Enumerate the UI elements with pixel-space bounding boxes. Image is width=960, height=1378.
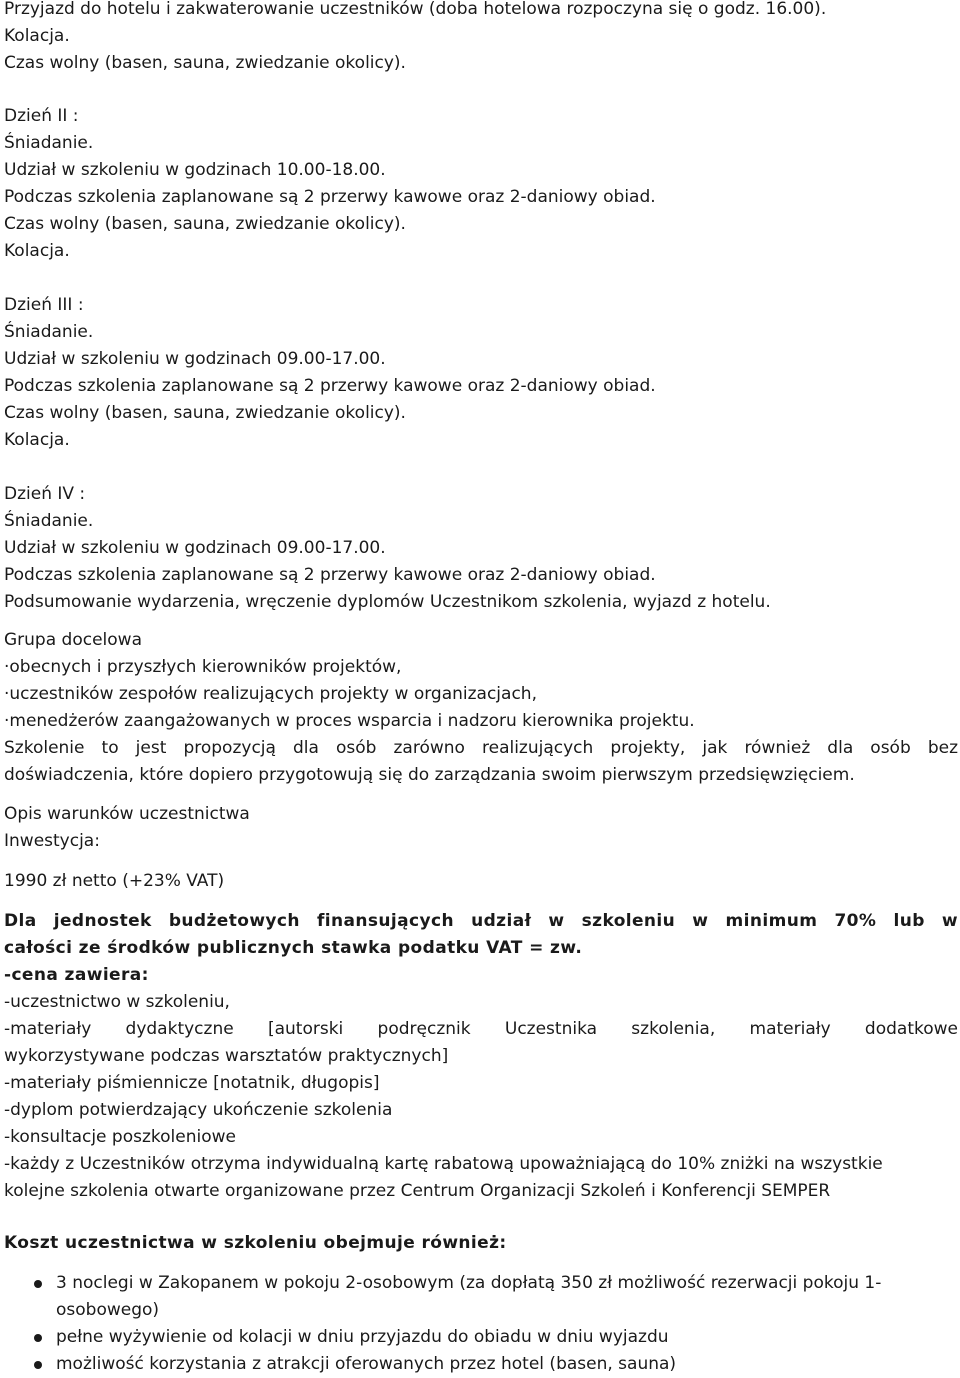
day3-heading: Dzień III : [4, 295, 84, 315]
list-item [0, 1324, 960, 1351]
includes-label: -cena zawiera: [4, 965, 149, 985]
cost-includes-heading: Koszt uczestnictwa w szkoleniu obejmuje również: [4, 1233, 507, 1253]
day4-breakfast: Śniadanie. [4, 511, 94, 531]
list-item-text: 3 noclegi w Zakopanem w pokoju 2-osobowym (za dopłatą 350 zł możliwość rezerwacji pokoju 1- [56, 1273, 882, 1293]
includes-diploma: -dyplom potwierdzający ukończenie szkolenia [4, 1100, 393, 1120]
includes-discount-continued: kolejne szkolenia otwarte organizowane przez Centrum Organizacji Szkoleń i Konferencji SEMPER [4, 1181, 831, 1201]
day2-breakfast: Śniadanie. [4, 133, 94, 153]
target-group-item: ·uczestników zespołów realizujących projekty w organizacjach, [4, 684, 537, 704]
vat-note: Dla jednostek budżetowych finansujących udział w szkoleniu w minimum 70% lub w [4, 911, 958, 931]
includes-participation: -uczestnictwo w szkoleniu, [4, 992, 230, 1012]
target-group-item: ·menedżerów zaangażowanych w proces wsparcia i nadzoru kierownika projektu. [4, 711, 695, 731]
day2-free-time: Czas wolny (basen, sauna, zwiedzanie okolicy). [4, 214, 406, 234]
target-group-description-continued: doświadczenia, które dopiero przygotowują się do zarządzania swoim pierwszym przedsięwzięciem. [4, 765, 855, 785]
includes-consultations: -konsultacje poszkoleniowe [4, 1127, 236, 1147]
day4-heading: Dzień IV : [4, 484, 86, 504]
includes-stationery: -materiały piśmiennicze [notatnik, długopis] [4, 1073, 380, 1093]
arrival-dinner: Kolacja. [4, 26, 70, 46]
list-item-text: możliwość korzystania z atrakcji oferowanych przez hotel (basen, sauna) [56, 1354, 677, 1374]
day2-training: Udział w szkoleniu w godzinach 10.00-18.00. [4, 160, 386, 180]
bullet-icon [34, 1280, 42, 1288]
arrival-line: Przyjazd do hotelu i zakwaterowanie uczestników (doba hotelowa rozpoczyna się o godz. 16.00). [4, 0, 827, 19]
arrival-free-time: Czas wolny (basen, sauna, zwiedzanie okolicy). [4, 53, 406, 73]
target-group-item: ·obecnych i przyszłych kierowników projektów, [4, 657, 402, 677]
bullet-icon [34, 1334, 42, 1342]
day4-breaks: Podczas szkolenia zaplanowane są 2 przerwy kawowe oraz 2-daniowy obiad. [4, 565, 656, 585]
vat-note-continued: całości ze środków publicznych stawka podatku VAT = zw. [4, 938, 583, 958]
target-group-heading: Grupa docelowa [4, 630, 142, 650]
investment-label: Inwestycja: [4, 831, 100, 851]
cost-includes-list [0, 1270, 960, 1378]
day3-breakfast: Śniadanie. [4, 322, 94, 342]
includes-materials: -materiały dydaktyczne [autorski podręcznik Uczestnika szkolenia, materiały dodatkowe [4, 1019, 958, 1039]
day3-training: Udział w szkoleniu w godzinach 09.00-17.00. [4, 349, 386, 369]
day2-breaks: Podczas szkolenia zaplanowane są 2 przerwy kawowe oraz 2-daniowy obiad. [4, 187, 656, 207]
list-item-text: pełne wyżywienie od kolacji w dniu przyjazdu do obiadu w dniu wyjazdu [56, 1327, 669, 1347]
day3-dinner: Kolacja. [4, 430, 70, 450]
day4-training: Udział w szkoleniu w godzinach 09.00-17.00. [4, 538, 386, 558]
day3-breaks: Podczas szkolenia zaplanowane są 2 przerwy kawowe oraz 2-daniowy obiad. [4, 376, 656, 396]
price: 1990 zł netto (+23% VAT) [4, 871, 225, 891]
list-item [0, 1270, 960, 1324]
day2-heading: Dzień II : [4, 106, 79, 126]
includes-discount: -każdy z Uczestników otrzyma indywidualną kartę rabatową upoważniającą do 10% zniżki na wszystkie [4, 1154, 883, 1174]
target-group-description: Szkolenie to jest propozycją dla osób zarówno realizujących projekty, jak również dla osób bez [4, 738, 958, 758]
list-item-text-continued: osobowego) [56, 1300, 160, 1320]
conditions-heading: Opis warunków uczestnictwa [4, 804, 250, 824]
day3-free-time: Czas wolny (basen, sauna, zwiedzanie okolicy). [4, 403, 406, 423]
bullet-icon [34, 1361, 42, 1369]
day2-dinner: Kolacja. [4, 241, 70, 261]
includes-materials-continued: wykorzystywane podczas warsztatów praktycznych] [4, 1046, 449, 1066]
list-item [0, 1351, 960, 1378]
day4-summary: Podsumowanie wydarzenia, wręczenie dyplomów Uczestnikom szkolenia, wyjazd z hotelu. [4, 592, 771, 612]
